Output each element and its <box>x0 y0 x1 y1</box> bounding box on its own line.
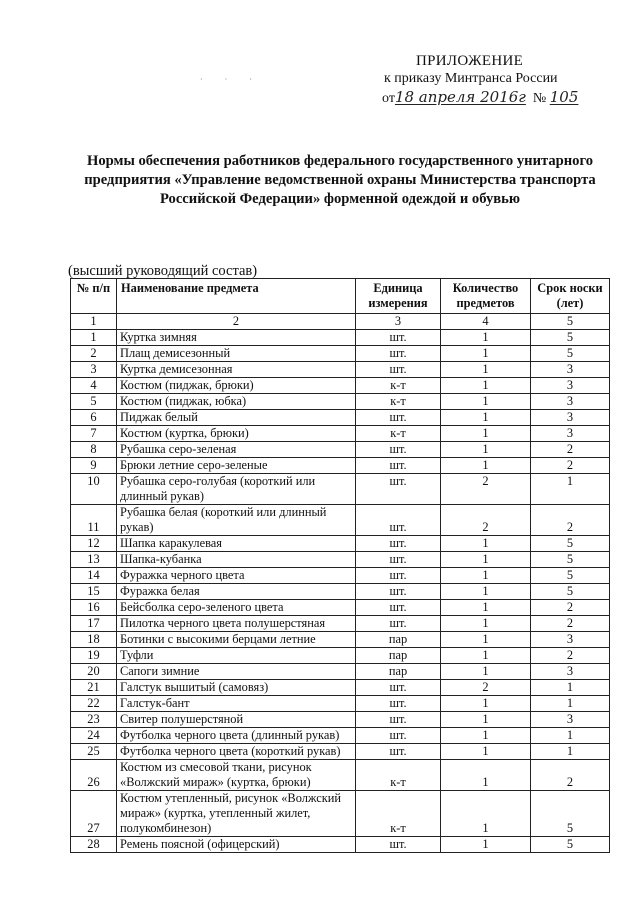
row-number-cell: 28 <box>71 837 117 853</box>
row-number-cell: 27 <box>71 791 117 837</box>
unit-cell: к-т <box>356 378 441 394</box>
unit-cell: пар <box>356 632 441 648</box>
row-number-cell: 3 <box>71 362 117 378</box>
unit-cell: шт. <box>356 837 441 853</box>
table-row <box>71 632 610 648</box>
unit-cell: шт. <box>356 442 441 458</box>
quantity-cell: 1 <box>441 696 531 712</box>
table-row <box>71 744 610 760</box>
handwritten-date: 18 апреля 2016г <box>394 88 526 106</box>
item-name-cell: Футболка черного цвета (короткий рукав) <box>117 744 356 760</box>
term-cell: 5 <box>531 584 610 600</box>
row-number-cell: 6 <box>71 410 117 426</box>
row-number-cell: 11 <box>71 505 117 536</box>
row-number-cell: 15 <box>71 584 117 600</box>
row-number-cell: 9 <box>71 458 117 474</box>
number-prefix: № <box>532 91 547 106</box>
quantity-cell: 2 <box>441 474 531 505</box>
quantity-cell: 1 <box>441 330 531 346</box>
quantity-cell: 1 <box>441 712 531 728</box>
item-name-cell: Куртка зимняя <box>117 330 356 346</box>
unit-cell: шт. <box>356 616 441 632</box>
unit-cell: шт. <box>356 330 441 346</box>
row-number-cell: 24 <box>71 728 117 744</box>
quantity-cell: 1 <box>441 837 531 853</box>
table-row <box>71 394 610 410</box>
item-name-cell: Брюки летние серо-зеленые <box>117 458 356 474</box>
table-row <box>71 552 610 568</box>
row-number-cell: 22 <box>71 696 117 712</box>
term-cell: 3 <box>531 632 610 648</box>
table-row <box>71 696 610 712</box>
term-cell: 5 <box>531 346 610 362</box>
header-quantity: Количество предметов <box>441 279 531 314</box>
unit-cell: шт. <box>356 474 441 505</box>
table-row <box>71 426 610 442</box>
table-row <box>71 442 610 458</box>
term-cell: 5 <box>531 837 610 853</box>
item-name-cell: Плащ демисезонный <box>117 346 356 362</box>
quantity-cell: 2 <box>441 680 531 696</box>
column-index-cell: 4 <box>441 314 531 330</box>
item-name-cell: Ремень поясной (офицерский) <box>117 837 356 853</box>
item-name-cell: Пиджак белый <box>117 410 356 426</box>
column-index-cell: 3 <box>356 314 441 330</box>
quantity-cell: 1 <box>441 760 531 791</box>
term-cell: 2 <box>531 616 610 632</box>
term-cell: 3 <box>531 394 610 410</box>
row-number-cell: 13 <box>71 552 117 568</box>
item-name-cell: Туфли <box>117 648 356 664</box>
quantity-cell: 1 <box>441 346 531 362</box>
term-cell: 5 <box>531 330 610 346</box>
term-cell: 1 <box>531 728 610 744</box>
unit-cell: шт. <box>356 584 441 600</box>
term-cell: 5 <box>531 568 610 584</box>
row-number-cell: 16 <box>71 600 117 616</box>
table-row <box>71 616 610 632</box>
item-name-cell: Сапоги зимние <box>117 664 356 680</box>
column-index-cell: 5 <box>531 314 610 330</box>
document-subtitle: (высший руководящий состав) <box>68 263 258 279</box>
item-name-cell: Свитер полушерстяной <box>117 712 356 728</box>
row-number-cell: 23 <box>71 712 117 728</box>
row-number-cell: 26 <box>71 760 117 791</box>
item-name-cell: Галстук-бант <box>117 696 356 712</box>
unit-cell: шт. <box>356 410 441 426</box>
term-cell: 5 <box>531 791 610 837</box>
item-name-cell: Фуражка черного цвета <box>117 568 356 584</box>
table-row <box>71 536 610 552</box>
quantity-cell: 2 <box>441 505 531 536</box>
unit-cell: шт. <box>356 568 441 584</box>
unit-cell: шт. <box>356 680 441 696</box>
row-number-cell: 7 <box>71 426 117 442</box>
term-cell: 3 <box>531 410 610 426</box>
quantity-cell: 1 <box>441 568 531 584</box>
item-name-cell: Рубашка белая (короткий или длинный рукав) <box>117 505 356 536</box>
table-row <box>71 458 610 474</box>
quantity-cell: 1 <box>441 648 531 664</box>
term-cell: 5 <box>531 536 610 552</box>
unit-cell: к-т <box>356 791 441 837</box>
term-cell: 5 <box>531 552 610 568</box>
appendix-label: ПРИЛОЖЕНИЕ <box>416 53 524 69</box>
unit-cell: шт. <box>356 458 441 474</box>
table-row <box>71 728 610 744</box>
item-name-cell: Костюм (куртка, брюки) <box>117 426 356 442</box>
quantity-cell: 1 <box>441 426 531 442</box>
order-date-line <box>372 88 602 108</box>
quantity-cell: 1 <box>441 378 531 394</box>
document-title: Нормы обеспечения работников федерального государственного унитарного предприятия «Управление ведомственной охраны Министерства транспорта Российской Федерации» форменной одеждой и обувью <box>84 153 596 207</box>
unit-cell: шт. <box>356 712 441 728</box>
unit-cell: пар <box>356 648 441 664</box>
unit-cell: к-т <box>356 394 441 410</box>
quantity-cell: 1 <box>441 552 531 568</box>
appendix-block <box>372 52 602 108</box>
row-number-cell: 5 <box>71 394 117 410</box>
column-index-cell: 1 <box>71 314 117 330</box>
scan-speck-marks: · · · <box>200 75 262 84</box>
term-cell: 1 <box>531 696 610 712</box>
unit-cell: шт. <box>356 505 441 536</box>
unit-cell: шт. <box>356 600 441 616</box>
table-row <box>71 648 610 664</box>
header-unit: Единица измерения <box>356 279 441 314</box>
term-cell: 1 <box>531 680 610 696</box>
row-number-cell: 21 <box>71 680 117 696</box>
item-name-cell: Костюм (пиджак, юбка) <box>117 394 356 410</box>
term-cell: 1 <box>531 474 610 505</box>
handwritten-number: 105 <box>549 88 579 106</box>
term-cell: 3 <box>531 378 610 394</box>
term-cell: 2 <box>531 458 610 474</box>
order-reference: к приказу Минтранса России <box>384 71 558 86</box>
uniform-norms-table <box>70 278 610 853</box>
row-number-cell: 10 <box>71 474 117 505</box>
quantity-cell: 1 <box>441 442 531 458</box>
table-row <box>71 474 610 505</box>
unit-cell: к-т <box>356 426 441 442</box>
table-row <box>71 505 610 536</box>
quantity-cell: 1 <box>441 394 531 410</box>
row-number-cell: 12 <box>71 536 117 552</box>
table-row <box>71 378 610 394</box>
item-name-cell: Шапка каракулевая <box>117 536 356 552</box>
quantity-cell: 1 <box>441 791 531 837</box>
table-row <box>71 680 610 696</box>
table-row <box>71 600 610 616</box>
term-cell: 3 <box>531 426 610 442</box>
row-number-cell: 19 <box>71 648 117 664</box>
table-row <box>71 346 610 362</box>
quantity-cell: 1 <box>441 458 531 474</box>
quantity-cell: 1 <box>441 536 531 552</box>
row-number-cell: 18 <box>71 632 117 648</box>
item-name-cell: Пилотка черного цвета полушерстяная <box>117 616 356 632</box>
quantity-cell: 1 <box>441 744 531 760</box>
table-row <box>71 791 610 837</box>
unit-cell: шт. <box>356 728 441 744</box>
quantity-cell: 1 <box>441 632 531 648</box>
term-cell: 3 <box>531 712 610 728</box>
header-number: № п/п <box>71 279 117 314</box>
row-number-cell: 8 <box>71 442 117 458</box>
table-row <box>71 362 610 378</box>
table-row <box>71 664 610 680</box>
table-row <box>71 330 610 346</box>
table-row <box>71 568 610 584</box>
table-body <box>71 314 610 853</box>
row-number-cell: 20 <box>71 664 117 680</box>
quantity-cell: 1 <box>441 616 531 632</box>
item-name-cell: Галстук вышитый (самовяз) <box>117 680 356 696</box>
term-cell: 1 <box>531 744 610 760</box>
column-index-row <box>71 314 610 330</box>
unit-cell: к-т <box>356 760 441 791</box>
item-name-cell: Куртка демисезонная <box>117 362 356 378</box>
table-row <box>71 712 610 728</box>
table-row <box>71 410 610 426</box>
header-item-name: Наименование предмета <box>117 279 356 314</box>
item-name-cell: Футболка черного цвета (длинный рукав) <box>117 728 356 744</box>
term-cell: 2 <box>531 648 610 664</box>
item-name-cell: Фуражка белая <box>117 584 356 600</box>
term-cell: 2 <box>531 442 610 458</box>
item-name-cell: Ботинки с высокими берцами летние <box>117 632 356 648</box>
row-number-cell: 2 <box>71 346 117 362</box>
unit-cell: шт. <box>356 346 441 362</box>
item-name-cell: Костюм из смесовой ткани, рисунок «Волжский мираж» (куртка, брюки) <box>117 760 356 791</box>
row-number-cell: 17 <box>71 616 117 632</box>
unit-cell: шт. <box>356 362 441 378</box>
row-number-cell: 14 <box>71 568 117 584</box>
row-number-cell: 25 <box>71 744 117 760</box>
term-cell: 2 <box>531 600 610 616</box>
unit-cell: шт. <box>356 744 441 760</box>
table-header-row <box>71 279 610 314</box>
item-name-cell: Рубашка серо-голубая (короткий или длинный рукав) <box>117 474 356 505</box>
quantity-cell: 1 <box>441 410 531 426</box>
item-name-cell: Шапка-кубанка <box>117 552 356 568</box>
quantity-cell: 1 <box>441 584 531 600</box>
term-cell: 2 <box>531 760 610 791</box>
column-index-cell: 2 <box>117 314 356 330</box>
term-cell: 3 <box>531 664 610 680</box>
quantity-cell: 1 <box>441 664 531 680</box>
term-cell: 3 <box>531 362 610 378</box>
unit-cell: шт. <box>356 552 441 568</box>
item-name-cell: Костюм утепленный, рисунок «Волжский мираж» (куртка, утепленный жилет, полукомбинезон) <box>117 791 356 837</box>
table-row <box>71 584 610 600</box>
table-row <box>71 760 610 791</box>
date-prefix: от <box>382 91 395 106</box>
unit-cell: шт. <box>356 536 441 552</box>
row-number-cell: 1 <box>71 330 117 346</box>
item-name-cell: Костюм (пиджак, брюки) <box>117 378 356 394</box>
term-cell: 2 <box>531 505 610 536</box>
quantity-cell: 1 <box>441 728 531 744</box>
row-number-cell: 4 <box>71 378 117 394</box>
header-term: Срок носки (лет) <box>531 279 610 314</box>
unit-cell: пар <box>356 664 441 680</box>
table-row <box>71 837 610 853</box>
item-name-cell: Рубашка серо-зеленая <box>117 442 356 458</box>
quantity-cell: 1 <box>441 362 531 378</box>
item-name-cell: Бейсболка серо-зеленого цвета <box>117 600 356 616</box>
unit-cell: шт. <box>356 696 441 712</box>
quantity-cell: 1 <box>441 600 531 616</box>
